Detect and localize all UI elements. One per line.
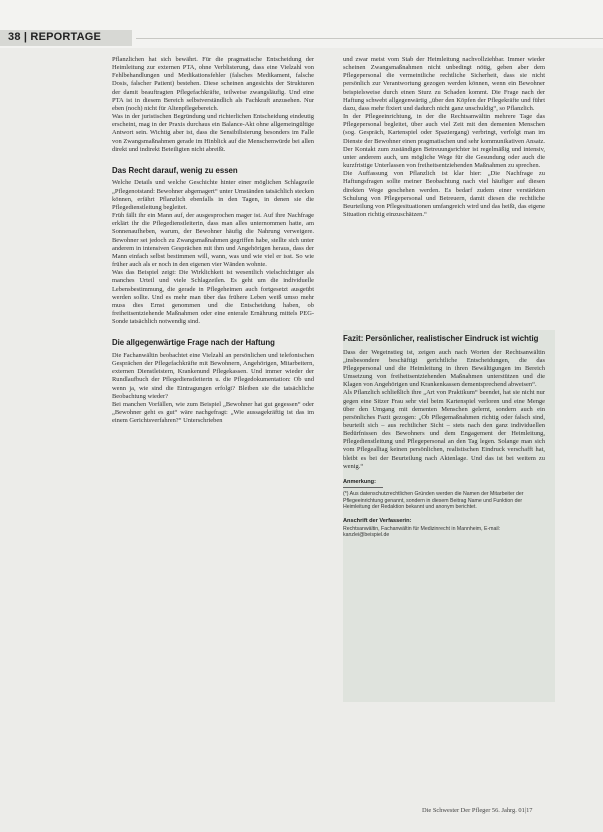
footnote-heading: Anmerkung:	[343, 478, 376, 485]
paragraph: und zwar meist vom Stab der Heimleitung nachvollziehbar. Immer wieder scheinen Zwangsmaßnahmen nicht unbedingt nötig, geben aber dem Pflegepersonal die vermeintliche rechtliche Sicherheit, dass sie nicht persönlich zur Verantwortung gezogen werden können, wenn ein Bewohner beispielsweise durch einen Sturz zu Schaden kommt. Die Frage nach der Haftung schwebt allgegenwärtig „über den Köpfen der Pflegekräfte und führt dazu, dass mehr fixiert und dadurch nicht ganz unschuldig“, so Pflanzlich.	[343, 56, 545, 112]
paragraph: Die Auffassung von Pflanzlich ist klar hier: „Die Nachfrage zu Haftungsfragen sollte meiner Beobachtung nach viel häufiger auf diesen direkten Wege geschehen werden. Es bedarf zudem einer verstärkten Schulung von Pflegepersonal und Betreuern, damit diesen die rechtliche Beurteilung von Pflegesituationen umfangreich wird und das heißt, das eigene Situation richtig einzuschätzen.“	[343, 170, 545, 218]
footnote-text: (*) Aus datenschutzrechtlichen Gründen werden die Namen der Mitarbeiter der Pflegeeinrichtung genannt, sondern in diesem Beitrag Name und Funktion der Heimleitung der Redaktion bekannt und anonym berichtet.	[343, 490, 524, 511]
paragraph: Was in der juristischen Begründung und richterlichen Entscheidung eindeutig erscheint, mag in der Praxis durchaus ein Balance-Akt ohne allgemeingültige Antwort sein. Wichtig aber ist, dass die Sensibilisierung besonders im Falle von Zwangsmaßnahmen gerade im Hinblick auf die Menschenwürde bei allen direkt und indirekt Beteiligten nicht abreißt.	[112, 113, 314, 153]
right-column	[343, 56, 545, 219]
paragraph: Welche Details und welche Geschichte hinter einer möglichen Schlagzeile „Pflegenotstand: Bewohner abgemagert“ unter Umständen tatsächlich stecken können, erfährt Pflanzlich ebenfalls in den Tagen, in denen sie die Pflegedienstleitung begleitet.	[112, 179, 314, 211]
paragraph: Was das Beispiel zeigt: Die Wirklichkeit ist wesentlich vielschichtiger als manches Urteil und viele Schlagzeilen. Es geht um die individuelle Lebensbestimmung, die gerade in Pflegeheimen auch fortgesetzt ausgeübt werden sollte. Und es mehr man über das frühere Leben weiß umso mehr muss dies Ernst genommen und die Entscheidung haben, ob freiheitsentziehende Maßnahmen oder eine enterale Ernährung mittels PEG-Sonde tatsächlich notwendig sind.	[112, 269, 314, 326]
paragraph: Als Pflanzlich schließlich ihre „Art von Praktikum“ beendet, hat sie nicht nur gegen eine Sitzer Frau sehr viel beim Kartenspiel verloren und eine Menge über den Umgang mit dementen Menschen gelernt, sondern auch ein persönliches Fazit gezogen: „Ob Pflegemaßnahmen richtig oder falsch sind, beurteilt sich – aus rechtlicher Sicht – stets nach den ganz individuellen Bedürfnissen des Bewohners und dem Engagement der Heimleitung, Pflegedienstleitung und Pflegepersonal an den Tag legen. Solange man sich vom Pflegealltag keinen persönlichen, realistischen Eindruck verschafft hat, bleibt es bei der Beurteilung nach Aktenlage. Und das ist bei weitem zu wenig.“	[343, 389, 545, 470]
left-column	[112, 56, 314, 425]
page-header	[0, 0, 603, 48]
page-footer: Die Schwester Der Pfleger 56. Jahrg. 01|17	[422, 807, 533, 814]
paragraph: In der Pflegeeinrichtung, in der die Rechtsanwältin mehrere Tage das Pflegepersonal begleitet, über auch viel Zeit mit den dementen Menschen (sog. Gespräch, Kartenspiel oder Spaziergang) verbringt, verfolgt man im Dienste der Bewohner einen pragmatischen und sehr kommunikativen Ansatz. Der Kontakt zum zuständigen Betreuungsrichter ist regelmäßig und intensiv, unter anderem auch, um mögliche Wege für die Gesundung oder auch die kurzfristige Unterlassen von freiheitsentziehenden Maßnahmen zu sprechen.	[343, 113, 545, 170]
paragraph: Die Fachanwältin beobachtet eine Vielzahl an persönlichen und telefonischen Gesprächen der Pflegefachkräfte mit Bewohnern, Angehörigen, Mitarbeitern, externen Dienstleistern, Krankenund Pflegekassen. Und immer wieder der Rundlaufbuch der Pflegedienstleiterin u. die Pflegedokumentation: Ob und wenn ja, wie sind die Eintragungen erfolgt? Bleiben sie die tatsächliche Beobachtung wieder?	[112, 351, 314, 400]
author-address-heading: Anschrift der Verfasserin:	[343, 517, 412, 524]
fazit-heading: Fazit: Persönlicher, realistischer Eindruck ist wichtig	[343, 334, 539, 343]
header-rule	[136, 38, 603, 39]
paragraph: Pflanzlichen hat sich bewährt. Für die pragmatische Entscheidung der Heimleitung zur externen PTA, ohne Verblisterung, dass eine Vielzahl von Fehlbehandlungen und Medikationsfehler (falsches Medikament, falsche Dosis, falscher Patient) bestehen. Diese scheinen angesichts der Strukturen der damit beauftragten Pflegefachkräfte, teilweise zwangsläufig. Und eine PTA ist in diesem Bereich selbstverständlich als Fachkraft anzusehen. Nur eben (noch) nicht für Altenpflegebereich.	[112, 56, 314, 112]
author-address: Rechtsanwältin, Fachanwältin für Medizinrecht in Mannheim, E-mail: kanzlei@beispiel.de	[343, 525, 501, 539]
footnote-rule	[343, 487, 383, 488]
section-heading: Die allgegenwärtige Frage nach der Haftung	[112, 338, 275, 348]
paragraph: Früh fällt ihr ein Mann auf, der ausgesprochen mager ist. Auf ihre Nachfrage erklärt ihr die Pflegedienstleiterin, dass man alles unternommen hatte, am Sonnenaufheben, warum, der Bewohner häufig die Nahrung verweigere. Bewohner sei jedoch zu Zwangsmaßnahmen gegriffen habe, stellte sich unter anderem in intensiven Gesprächen mit ihm und Angehörigen heraus, dass der Mann einfach selbst bestimmen will, wann, was und wie viel er isst. So wie früher auch als er noch in den eigenen vier Wänden wohnte.	[112, 212, 314, 269]
paragraph: Dass der Wegeinstieg ist, zeigen auch nach Worten der Rechtsanwältin „insbesondere beschäftigt gerichtliche Entscheidungen, die das Pflegepersonal und die Heimleitung in ihren Bewältigungen im Bereich Umsetzung von freiheitsentziehenden Maßnahmen unterstützen und die Klagen von Angehörigen und Krankenkassen dementsprechend abweisen“.	[343, 348, 545, 389]
paragraph: Bei manchen Vorfällen, wie zum Beispiel „Bewohner hat gut gegessen“ oder „Bewohner geht es gut“ wäre nachgefragt: „Wie aussagekräftig ist das im einem Gerichtsverfahren?“ Unterschrieben	[112, 400, 314, 425]
page-section-label: 38 | REPORTAGE	[8, 31, 102, 43]
fazit-section	[343, 334, 545, 539]
section-heading: Das Recht darauf, wenig zu essen	[112, 165, 238, 175]
